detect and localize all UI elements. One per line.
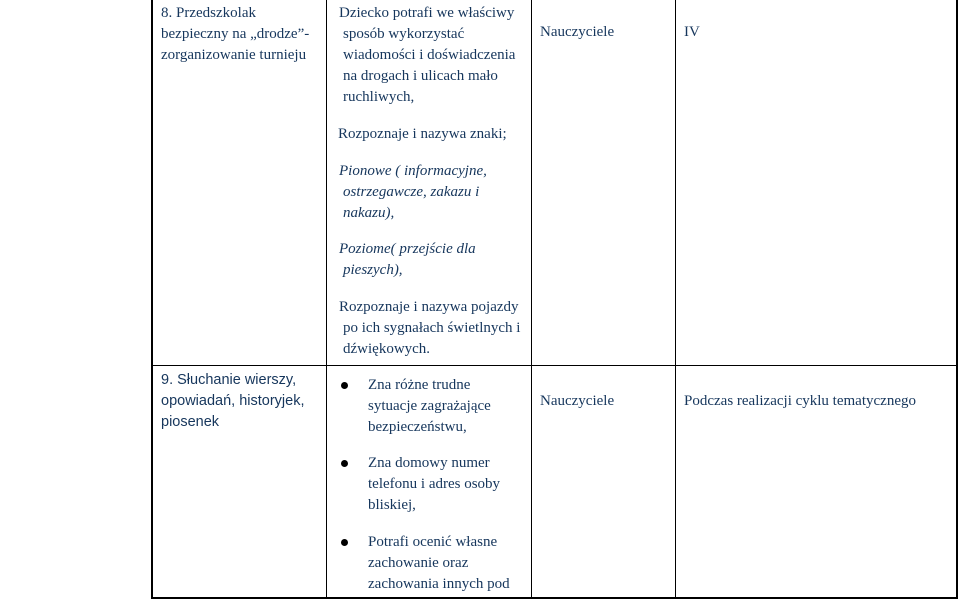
bullet-icon — [341, 460, 348, 467]
row8-goals-vehicles: Rozpoznaje i nazywa pojazdy po ich sygnałach świetlnych i dźwiękowych. — [339, 299, 521, 357]
table-border-col4 — [675, 0, 676, 599]
table-border-row — [151, 365, 958, 366]
row9-term: Podczas realizacji cyklu tematycznego — [684, 393, 916, 409]
row9-goal-1: Zna różne trudne sytuacje zagrażające bezpieczeństwu, — [368, 377, 491, 435]
row9-goal-2: Zna domowy numer telefonu i adres osoby bliskiej, — [368, 455, 501, 513]
row9-responsible: Nauczyciele — [540, 393, 615, 409]
table-border-col3 — [531, 0, 532, 599]
bullet-icon — [341, 539, 348, 546]
row8-goals-intro: Dziecko potrafi we właściwy sposób wykorzystać wiadomości i doświadczenia na drogach i ulicach mało ruchliwych, — [339, 5, 516, 105]
row8-goals-horizontal: Poziome( przejście dla pieszych), — [339, 241, 476, 278]
row8-goals-signs: Rozpoznaje i nazywa znaki; — [338, 126, 507, 142]
table-border-left — [151, 0, 153, 599]
row8-goals-vertical: Pionowe ( informacyjne, ostrzegawcze, zakazu i nakazu), — [339, 163, 487, 221]
row8-term: IV — [684, 24, 700, 40]
row8-topic: 8. Przedszkolak bezpieczny na „drodze”- zorganizowanie turnieju — [161, 5, 310, 63]
table-border-col2 — [326, 0, 327, 599]
row9-goal-3: Potrafi ocenić własne zachowanie oraz zachowania innych pod — [368, 534, 510, 592]
row8-responsible: Nauczyciele — [540, 24, 615, 40]
table-border-right — [956, 0, 958, 599]
bullet-icon — [341, 382, 348, 389]
row9-topic: 9. Słuchanie wierszy, opowiadań, historyjek, piosenek — [161, 372, 305, 430]
